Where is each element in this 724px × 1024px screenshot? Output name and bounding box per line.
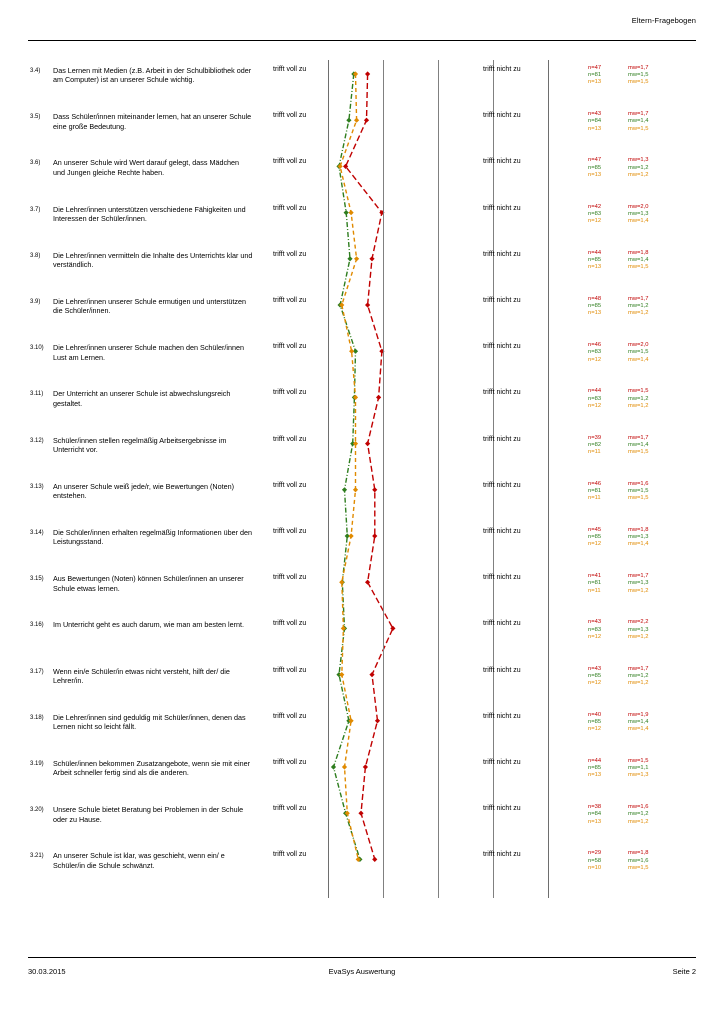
question-number: 3.8) xyxy=(30,252,41,259)
question-text: Die Lehrer/innen vermitteln die Inhalte des Unterrichts klar und verständlich. xyxy=(53,250,253,270)
row-statistics xyxy=(588,666,698,688)
scale-label-left: trifft voll zu xyxy=(273,666,307,674)
question-text: Schüler/innen stellen regelmäßig Arbeitsergebnisse im Unterricht vor. xyxy=(53,435,227,454)
statistic-line: n=83 mw=1,2 xyxy=(588,395,649,402)
statistic-line: n=11 mw=1,2 xyxy=(588,587,649,594)
statistic-line: n=83 mw=1,5 xyxy=(588,349,649,356)
statistic-line: n=47 mw=1,7 xyxy=(588,65,649,71)
footer-divider xyxy=(28,957,696,958)
question-text: Im Unterricht geht es auch darum, wie man am besten lernt. xyxy=(53,620,244,630)
row-statistics xyxy=(588,481,698,503)
row-statistics xyxy=(588,111,698,133)
footer-date: 30.03.2015 xyxy=(28,967,66,976)
statistic-line: n=84 mw=1,2 xyxy=(588,811,649,818)
header-divider xyxy=(28,40,696,41)
statistic-line: n=13 mw=1,2 xyxy=(588,171,649,178)
scale-label-right: trifft nicht zu xyxy=(483,66,521,73)
statistic-line: n=44 mw=1,8 xyxy=(588,249,649,256)
footer-center: EvaSys Auswertung xyxy=(328,967,396,976)
statistic-line: n=13 mw=1,5 xyxy=(588,125,649,132)
question-number: 3.12) xyxy=(30,437,44,444)
statistic-line: n=85 mw=1,4 xyxy=(588,719,649,725)
statistic-line: n=84 mw=1,4 xyxy=(588,118,649,125)
statistic-line: n=85 mw=1,1 xyxy=(588,765,649,772)
scale-label-left: trifft voll zu xyxy=(273,759,307,766)
statistic-line: n=85 mw=1,3 xyxy=(588,534,649,541)
question-row xyxy=(28,158,696,204)
question-row xyxy=(28,805,696,851)
row-statistics xyxy=(588,342,698,364)
statistic-line: n=12 mw=1,4 xyxy=(588,356,649,363)
statistic-line: n=12 mw=1,2 xyxy=(588,402,649,409)
question-number: 3.21) xyxy=(30,853,44,860)
scale-label-right: trifft nicht zu xyxy=(483,297,521,304)
statistic-line: n=81 mw=1,3 xyxy=(588,580,649,587)
row-statistics xyxy=(588,619,698,641)
question-row xyxy=(28,574,696,620)
scale-label-right: trifft nicht zu xyxy=(483,112,521,120)
row-statistics xyxy=(588,296,698,318)
question-number: 3.20) xyxy=(30,807,44,814)
statistic-line: n=29 mw=1,8 xyxy=(588,850,649,857)
question-row xyxy=(28,620,696,666)
statistic-line: n=13 mw=1,2 xyxy=(588,818,649,825)
statistic-line: n=47 mw=1,3 xyxy=(588,157,649,164)
statistic-line: n=48 mw=1,7 xyxy=(588,296,649,302)
statistic-line: n=85 mw=1,2 xyxy=(588,672,649,679)
row-statistics xyxy=(588,388,698,410)
scale-label-left: trifft voll zu xyxy=(273,851,307,859)
question-text: Wenn ein/e Schüler/in etwas nicht versteht, hilft der/ die Lehrer/in. xyxy=(53,666,230,685)
question-number: 3.10) xyxy=(30,345,44,352)
statistic-line: n=44 mw=1,5 xyxy=(588,758,649,764)
question-text: Die Schüler/innen erhalten regelmäßig Informationen über den Leistungsstand. xyxy=(53,528,252,547)
question-number: 3.5) xyxy=(30,114,41,121)
statistic-line: n=40 mw=1,9 xyxy=(588,711,649,718)
statistic-line: n=83 mw=1,3 xyxy=(588,626,649,633)
question-row xyxy=(28,667,696,713)
question-text: Unsere Schule bietet Beratung bei Problemen in der Schule oder zu Hause. xyxy=(53,805,244,824)
statistic-line: n=39 mw=1,7 xyxy=(588,434,649,441)
statistic-line: n=41 mw=1,7 xyxy=(588,573,649,580)
question-number: 3.7) xyxy=(30,206,41,213)
statistic-line: n=43 mw=1,7 xyxy=(588,665,649,672)
scale-label-right: trifft nicht zu xyxy=(483,666,521,674)
question-text: Die Lehrer/innen unserer Schule machen den Schüler/innen Lust am Lernen. xyxy=(53,343,244,362)
row-statistics xyxy=(588,850,698,872)
statistic-line: n=45 mw=1,8 xyxy=(588,527,649,533)
scale-label-left: trifft voll zu xyxy=(273,528,307,535)
statistic-line: n=81 mw=1,5 xyxy=(588,488,649,494)
row-statistics xyxy=(588,527,698,549)
scale-label-right: trifft nicht zu xyxy=(483,481,521,489)
statistic-line: n=13 mw=1,5 xyxy=(588,79,649,86)
scale-label-right: trifft nicht zu xyxy=(483,574,521,582)
statistic-line: n=13 mw=1,2 xyxy=(588,310,649,317)
question-text: Schüler/innen bekommen Zusatzangebote, wenn sie mit einer Arbeit schneller fertig sind als die anderen. xyxy=(53,759,250,778)
statistic-line: n=13 mw=1,3 xyxy=(588,772,649,779)
question-text: Die Lehrer/innen unserer Schule ermutigen und unterstützen die Schüler/innen. xyxy=(53,297,246,316)
statistic-line: n=85 mw=1,2 xyxy=(588,303,649,310)
question-text: An unserer Schule wird Wert darauf gelegt, dass Mädchen und Jungen gleiche Rechte haben. xyxy=(53,158,240,177)
row-statistics xyxy=(588,712,698,734)
question-number: 3.6) xyxy=(30,160,41,167)
statistic-line: n=12 mw=1,2 xyxy=(588,633,649,640)
scale-label-right: trifft nicht zu xyxy=(483,620,521,628)
row-statistics xyxy=(588,435,698,457)
scale-label-left: trifft voll zu xyxy=(273,435,307,443)
question-text: Dass Schüler/innen miteinander lernen, hat an unserer Schule eine große Bedeutung. xyxy=(53,112,252,131)
scale-label-left: trifft voll zu xyxy=(273,620,307,628)
question-text: Die Lehrer/innen sind geduldig mit Schüler/innen, denen das Lernen nicht so leicht fällt. xyxy=(53,712,246,732)
statistic-line: n=58 mw=1,6 xyxy=(588,857,649,864)
question-row xyxy=(28,66,696,112)
question-number: 3.14) xyxy=(30,530,44,536)
scale-label-right: trifft nicht zu xyxy=(483,343,521,351)
statistic-line: n=12 mw=1,4 xyxy=(588,218,649,224)
question-text: Aus Bewertungen (Noten) können Schüler/innen an unserer Schule etwas lernen. xyxy=(53,574,244,593)
scale-label-right: trifft nicht zu xyxy=(483,204,521,212)
question-row xyxy=(28,713,696,759)
row-statistics xyxy=(588,65,698,87)
question-row xyxy=(28,112,696,158)
question-text: Die Lehrer/innen unterstützen verschiedene Fähigkeiten und Interessen der Schüler/innen. xyxy=(53,204,246,223)
statistic-line: n=81 mw=1,5 xyxy=(588,72,649,79)
scale-label-right: trifft nicht zu xyxy=(483,759,521,766)
question-text: Das Lernen mit Medien (z.B. Arbeit in der Schulbibliothek oder am Computer) ist an unserer Schule wichtig. xyxy=(53,66,252,85)
question-row xyxy=(28,436,696,482)
question-text: An unserer Schule ist klar, was geschieht, wenn ein/ e Schüler/in die Schule schwänzt. xyxy=(53,851,225,870)
question-number: 3.17) xyxy=(30,668,44,675)
question-row xyxy=(28,251,696,297)
row-statistics xyxy=(588,758,698,780)
question-number: 3.9) xyxy=(30,299,41,305)
scale-label-left: trifft voll zu xyxy=(273,574,307,582)
statistic-line: n=11 mw=1,5 xyxy=(588,495,649,502)
scale-label-right: trifft nicht zu xyxy=(483,435,521,443)
question-row xyxy=(28,205,696,251)
row-statistics xyxy=(588,250,698,272)
statistic-line: n=85 mw=1,4 xyxy=(588,257,649,263)
question-number: 3.18) xyxy=(30,714,44,721)
question-number: 3.16) xyxy=(30,622,44,629)
statistic-line: n=12 mw=1,2 xyxy=(588,680,649,686)
footer-page: Seite 2 xyxy=(672,967,696,976)
statistic-line: n=44 mw=1,5 xyxy=(588,388,649,395)
statistic-line: n=38 mw=1,6 xyxy=(588,804,649,811)
scale-label-left: trifft voll zu xyxy=(273,389,307,397)
scale-label-right: trifft nicht zu xyxy=(483,389,521,397)
statistic-line: n=85 mw=1,2 xyxy=(588,164,649,171)
question-text: An unserer Schule weiß jede/r, wie Bewertungen (Noten) entstehen. xyxy=(53,481,234,501)
statistic-line: n=12 mw=1,4 xyxy=(588,541,649,548)
scale-label-left: trifft voll zu xyxy=(273,66,307,73)
question-row xyxy=(28,343,696,389)
scale-label-right: trifft nicht zu xyxy=(483,712,521,720)
statistic-line: n=43 mw=2,2 xyxy=(588,619,649,626)
question-row xyxy=(28,482,696,528)
chart-area xyxy=(28,52,696,908)
question-row xyxy=(28,297,696,343)
scale-label-right: trifft nicht zu xyxy=(483,250,521,258)
statistic-line: n=82 mw=1,4 xyxy=(588,441,649,448)
statistic-line: n=46 mw=2,0 xyxy=(588,342,649,349)
scale-label-left: trifft voll zu xyxy=(273,805,307,813)
scale-label-left: trifft voll zu xyxy=(273,712,307,720)
scale-label-left: trifft voll zu xyxy=(273,481,307,489)
scale-label-right: trifft nicht zu xyxy=(483,805,521,813)
row-statistics xyxy=(588,157,698,179)
statistic-line: n=43 mw=1,7 xyxy=(588,111,649,118)
statistic-line: n=10 mw=1,5 xyxy=(588,864,649,871)
question-row xyxy=(28,528,696,574)
question-row xyxy=(28,851,696,897)
page-footer xyxy=(28,967,696,976)
row-statistics xyxy=(588,804,698,826)
question-number: 3.19) xyxy=(30,761,44,767)
statistic-line: n=13 mw=1,5 xyxy=(588,264,649,271)
scale-label-left: trifft voll zu xyxy=(273,112,307,120)
question-row xyxy=(28,389,696,435)
question-number: 3.4) xyxy=(30,68,41,74)
scale-label-left: trifft voll zu xyxy=(273,250,307,258)
scale-label-right: trifft nicht zu xyxy=(483,528,521,535)
question-row xyxy=(28,759,696,805)
statistic-line: n=11 mw=1,5 xyxy=(588,449,649,455)
question-number: 3.11) xyxy=(30,391,44,398)
question-number: 3.13) xyxy=(30,483,44,490)
scale-label-right: trifft nicht zu xyxy=(483,851,521,859)
row-statistics xyxy=(588,204,698,226)
question-number: 3.15) xyxy=(30,576,44,583)
page-header: Eltern-Fragebogen xyxy=(631,16,696,25)
row-statistics xyxy=(588,573,698,595)
statistic-line: n=46 mw=1,6 xyxy=(588,480,649,487)
question-text: Der Unterricht an unserer Schule ist abwechslungsreich gestaltet. xyxy=(53,389,231,408)
scale-label-left: trifft voll zu xyxy=(273,343,307,351)
scale-label-right: trifft nicht zu xyxy=(483,158,521,166)
scale-label-left: trifft voll zu xyxy=(273,158,307,166)
scale-label-left: trifft voll zu xyxy=(273,297,307,304)
statistic-line: n=83 mw=1,3 xyxy=(588,210,649,217)
scale-label-left: trifft voll zu xyxy=(273,204,307,212)
statistic-line: n=42 mw=2,0 xyxy=(588,203,649,210)
statistic-line: n=12 mw=1,4 xyxy=(588,726,649,733)
